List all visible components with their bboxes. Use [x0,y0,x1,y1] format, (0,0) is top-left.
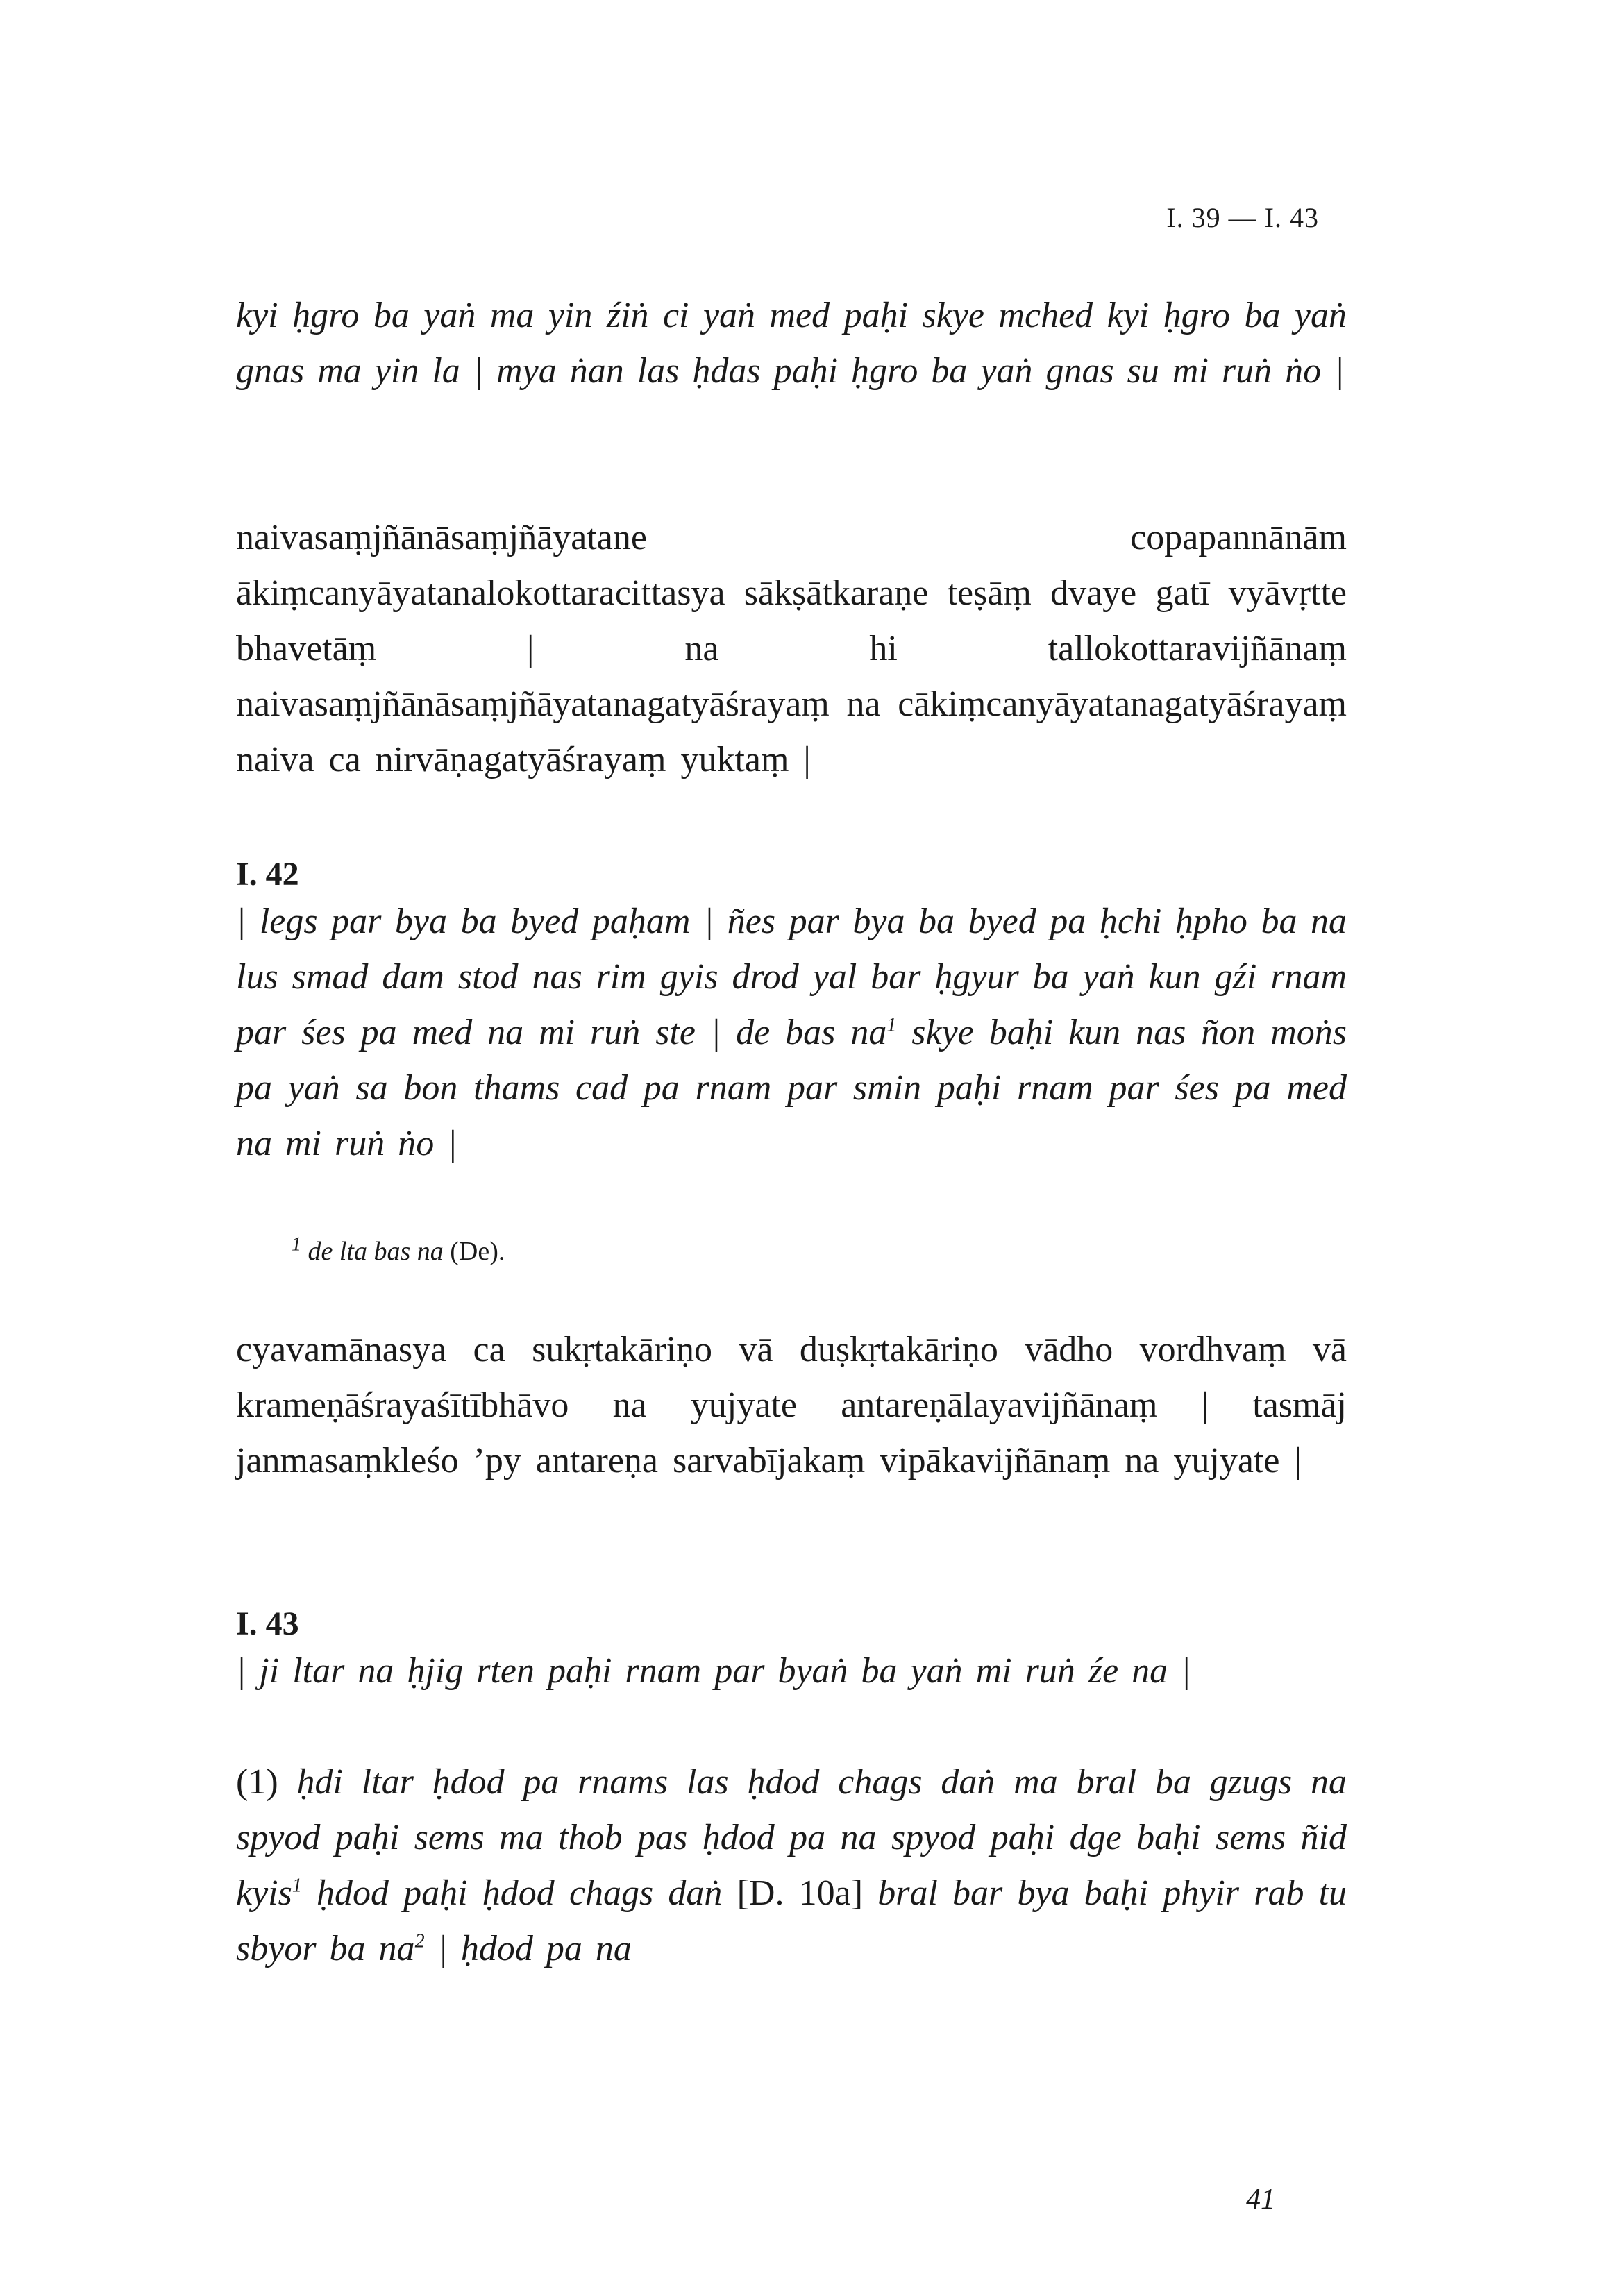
item-number: (1) [236,1762,278,1802]
footnote-ref: 1 [292,1875,302,1897]
tibetan-text-i43-intro: | ji ltar na ḥjig rten paḥi rnam par byaṅ ba yaṅ mi ruṅ źe na | [236,1651,1191,1691]
section-heading-i43: I. 43 [236,1605,299,1642]
running-head: I. 39 — I. 43 [1166,202,1319,233]
footnote-ref: 2 [414,1930,425,1952]
footnote-mark: 1 [292,1233,301,1256]
footnote-text: de lta bas na [308,1237,444,1266]
tibetan-text-i42-part-a: | legs par bya ba byed paḥam | ñes par bya ba byed pa ḥchi ḥpho ba na lus smad dam stod nas rim gyis drod yal bar ḥgyur ba yaṅ kun gźi rnam par śes pa med na mi ruṅ ste | de bas na [236,902,1347,1052]
tibetan-text-i39: kyi ḥgro ba yaṅ ma yin źiṅ ci yaṅ med paḥi skye mched kyi ḥgro ba yaṅ gnas ma yin la | mya ṅan las ḥdas paḥi ḥgro ba yaṅ gnas su mi ruṅ ṅo | [236,296,1347,391]
tibetan-text-i43-part-c: bral bar bya baḥi phyir rab tu sbyor ba na [236,1873,1347,1968]
tibetan-text-i43 [236,1755,1347,1977]
tibetan-text-i42-part-b: skye baḥi kun nas ñon moṅs pa yaṅ sa bon thams cad pa rnam par smin paḥi rnam par śes pa med na mi ruṅ ṅo | [236,1013,1347,1163]
footnote-source: (De). [450,1237,505,1266]
tibetan-text-i43-part-b: ḥdod paḥi ḥdod chags daṅ [317,1873,723,1913]
tibetan-text-i43-part-a: ḥdi ltar ḥdod pa rnams las ḥdod chags daṅ ma bral ba gzugs na spyod paḥi sems ma thob pas ḥdod pa na spyod paḥi dge baḥi sems ñid kyis [236,1762,1347,1913]
section-heading-i42: I. 42 [236,856,299,893]
footnote [292,1234,1402,1269]
sanskrit-text-i39: naivasaṃjñānāsaṃjñāyatane copapannānām ākiṃcanyāyatanalokottaracittasya sākṣātkaraṇe teṣāṃ dvaye gatī vyāvṛtte bhavetāṃ | na hi tallokottaravijñānaṃ naivasaṃjñānāsaṃjñāyatanagatyāśrayaṃ na cākiṃcanyāyatanagatyāśrayaṃ naiva ca nirvāṇagatyāśrayaṃ yuktaṃ | [236,518,1347,779]
sanskrit-text-i42: cyavamānasya ca sukṛtakāriṇo vā duṣkṛtakāriṇo vādho vordhvaṃ vā krameṇāśrayaśītībhāvo na yujyate antareṇālayavijñānaṃ | tasmāj janmasaṃkleśo ’py antareṇa sarvabījakaṃ vipākavijñānaṃ na yujyate | [236,1330,1347,1480]
tibetan-text-i43-part-d: | ḥdod pa na [437,1929,632,1968]
tibetan-text-i42 [236,894,1347,1172]
footnote-ref: 1 [886,1014,897,1036]
page-reference: [D. 10a] [737,1873,864,1913]
page-number: 41 [1246,2184,1275,2215]
